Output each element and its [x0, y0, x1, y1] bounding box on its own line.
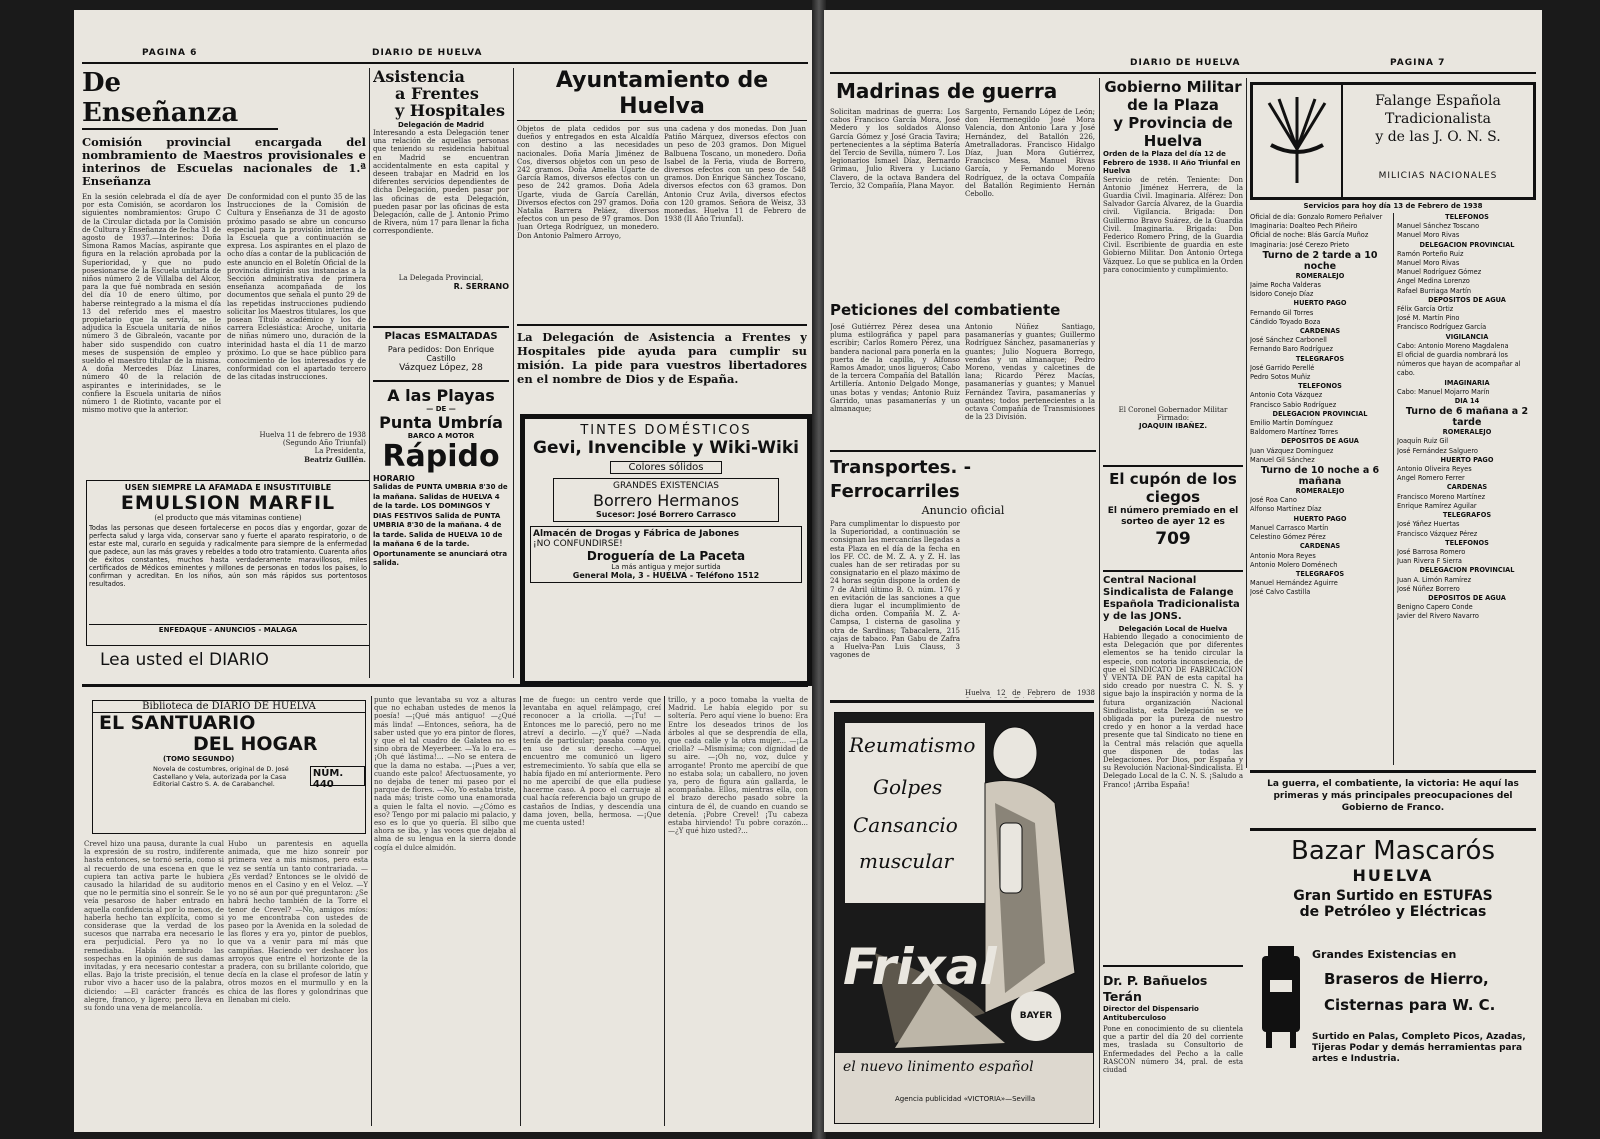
roster-entry: Fernando Gil Torres: [1250, 308, 1314, 317]
roster-heading: TELEGRAFOS: [1295, 354, 1345, 363]
emulsion-top: USEN SIEMPRE LA AFAMADA E INSUSTITUIBLE: [124, 483, 332, 492]
ensenanza-article: [82, 68, 366, 468]
tintes-drog: Droguería de La Paceta: [586, 549, 746, 563]
roster-entry: Manuel Hernández Aguirre: [1250, 579, 1338, 588]
left-page-header: [82, 48, 808, 64]
roster-entry: Ramón Porteño Ruiz: [1397, 249, 1464, 258]
roster-entry: Félix García Ortiz: [1397, 305, 1454, 314]
roster-entry: José Fernández Salguero: [1397, 446, 1478, 455]
playas-l2: — DE —: [426, 405, 456, 413]
playas-ad: [373, 380, 509, 678]
roster-heading: Turno de 10 noche a 6 mañana: [1260, 465, 1380, 488]
roster-entry: José Núñez Borrero: [1397, 584, 1460, 593]
banuelos-name: Dr. P. Bañuelos Terán: [1103, 973, 1208, 1004]
roster-entry: Manuel Gil Sánchez: [1250, 455, 1315, 464]
feuilleton-col4: me de fuego: un centro verde que levantaba en aquel relámpago, creí reconocer a la criolla. —¡Tu! —Entonces me lo pareció, pero no me atreví a decirlo. —¿Y qué? —Nada tenía de particular; pasaba como yo, en uso de su derecho. —Aquel encuentro me comunicó un ligero estremecimiento. Yo sabía que ella se había fijado en mí anteriormente. Pero no me apercibí de que ella pudiese hacerme caso. A poco el carruaje al cual hacía referencia bajo un grupo de castaños de Indias, y descendía una dama joven, bella, hermosa. —¡Que me cuenta usted!: [523, 696, 661, 828]
gobierno-sign-role: El Coronel Gobernador Militar Firmado:: [1118, 405, 1228, 422]
roster-heading: ROMERALEJO: [1295, 271, 1345, 280]
madrinas-article: [830, 78, 1096, 288]
ensenanza-sign-name: Beatriz Guillén.: [304, 454, 366, 464]
bazar-line6: Surtido en Palas, Completo Picos, Azadas, Tijeras Podar y demás herramientas para artes e Industria.: [1312, 1032, 1526, 1064]
roster-entry: Jaime Rocha Valderas: [1250, 281, 1321, 290]
roster-heading: DIA 14: [1454, 397, 1480, 406]
biblioteca-sub: (TOMO SEGUNDO): [163, 755, 235, 763]
frixal-agency: Agencia publicidad «VICTORIA»—Sevilla: [895, 1095, 1036, 1103]
tintes-antigua: La más antigua y mejor surtida: [611, 563, 721, 571]
column-rule: [520, 696, 521, 1126]
gobierno-text: Servicio de retén. Teniente: Don Antonio Jiménez Herrera, de la Guardia Civil. Imaginaria. Alférez: Don Salvador García Alvarez, de la Guardia civil. Vigilancia. Brigada: Don Guillermo Bravo Suárez, de la Guardia Civil. Imaginaria. Brigada: Don Federico Romero Pring, de la Guardia Civil. Escribiente de guardia en este Gobierno Militar. Don Antonio Ortega Vázquez. Lo que se publica en la Orden para conocimiento y cumplimiento.: [1103, 175, 1243, 274]
cupon-sub: El número premiado en el sorteo de ayer 12 es: [1107, 506, 1239, 527]
delegacion-notice: La Delegación de Asistencia a Frentes y Hospitales pide ayuda para cumplir su misión. La pide para vuestros libertadores en el nombre de Dios y de España.: [517, 324, 807, 390]
peticiones-col2: Antonio Núñez Santiago, pasamanerías y guantes; Guillermo Rodríguez Sánchez, pasamanerías y guantes; Julio Noguera Borrego, vendas y un almanaque; Pedro Moreno, vendas y calcetines de lana; Ricardo Pérez Macías, pasamanerías y guantes; y Manuel Fernández Tavira, pasamanerías y guantes; todos pertenecientes a la octava Compañía de Transmisiones de la 23 División.: [965, 323, 1095, 422]
playas-l6: HORARIO: [373, 474, 415, 483]
roster-entry: José Yáñez Huertas: [1397, 520, 1460, 529]
roster-entry: Antonio Molero Doménech: [1250, 560, 1338, 569]
banuelos-text: Pone en conocimiento de su clientela que a partir del día 20 del corriente mes, traslada su Consultorio de Enfermedades del Pecho a la calle RASCON número 34, pral. de esta ciudad: [1103, 1025, 1243, 1075]
page-number: PAGINA 7: [1390, 58, 1446, 68]
roster-entry: Imaginaria: José Cerezo Prieto: [1250, 240, 1350, 249]
asistencia-title2: a Frentes: [395, 84, 479, 103]
roster-heading: ROMERALEJO: [1295, 487, 1345, 496]
roster-heading: VIGILANCIA: [1445, 332, 1489, 341]
roster-entry: Benigno Capero Conde: [1397, 603, 1473, 612]
biblioteca-title1: EL SANTUARIO: [99, 712, 256, 734]
roster-entry: Baldomero Martínez Torres: [1250, 428, 1339, 437]
bazar-line1: Gran Surtido en ESTUFAS: [1293, 888, 1493, 904]
roster-entry: Francisco Moreno Martínez: [1397, 492, 1486, 501]
biblioteca-text: Novela de costumbres, original de D. José Castellano y Vela, autorizada por la Casa Editorial Castro S. A. de Carabanchel.: [153, 765, 289, 788]
roster-entry: Alfonso Martínez Díaz: [1250, 505, 1322, 514]
playas-l3: Punta Umbría: [379, 413, 503, 432]
placas-line: Para pedidos: Don Enrique Castillo: [387, 345, 495, 363]
roster-entry: Manuel Moro Rivas: [1397, 259, 1460, 268]
horizontal-rule: [1250, 828, 1536, 831]
roster-entry: Antonio Mora Reyes: [1250, 551, 1316, 560]
emulsion-name: EMULSION MARFIL: [120, 492, 336, 514]
roster-entry: José M. Martín Pino: [1397, 314, 1460, 323]
roster-entry: Pedro Sotos Muñiz: [1250, 373, 1311, 382]
column-rule: [664, 696, 665, 1126]
roster-entry: José Sánchez Carbonell: [1250, 336, 1327, 345]
emulsion-text: Todas las personas que deseen fortalecerse en pocos días y engordar, gozar de perfecta salud y larga vida, conservar sano y fuerte el aparato respiratorio, o de estar este mal, curarlo en seguida y radicalmente para siempre de la enfermedad que padece, aun las más graves y rebeldes a todo otro tratamiento. Cuarenta años de éxitos constantes, muchos hasta verdaderamente maravillosos, miles certificados de Médicos eminentes y millones de personas en todos los países, lo confirman y acreditan. En los niños, aún son más rápidos sus portentosos resultados.: [89, 524, 367, 588]
bazar-line4: Braseros de Hierro,: [1324, 970, 1489, 988]
column-rule: [371, 696, 372, 1126]
roster-entry: Javier del Rivero Navarro: [1397, 612, 1479, 621]
frixal-l3: Cansancio: [853, 813, 958, 837]
roster-entry: Angel Romero Ferrer: [1397, 474, 1465, 483]
frixal-brand: Frixal: [843, 938, 997, 996]
roster-entry: Francisco Vázquez Pérez: [1397, 529, 1478, 538]
frixal-tag: el nuevo linimento español: [843, 1059, 1034, 1075]
roster-entry: Celestino Gómez Pérez: [1250, 533, 1326, 542]
ayuntamiento-col2: una cadena y dos monedas. Don Juan Patiño Márquez, diversos efectos con un peso de 203 gramos. Don Miguel Balbuena Toscano, un monedero. Doña Isabel de la Feria, viuda de Borrero, diversos efectos con un peso de 548 gramos. Don Enrique Sánchez Toscano, diversos efectos con 63 gramos. Don Antonio Cruz Avila, diversos efectos con 120 gramos. Señora de Weisz, 33 monedas. Huelva 11 de Febrero de 1938 (II Año Triunfal).: [664, 125, 806, 224]
left-page: [74, 10, 816, 1132]
central-article: [1103, 570, 1243, 882]
roster-heading: HUERTO PAGO: [1293, 514, 1347, 523]
roster-entry: Juan Vázquez Domínguez: [1250, 446, 1334, 455]
roster-entry: Juan Rivera F Sierra: [1397, 557, 1462, 566]
feuilleton-col3: punto que levantaba su voz a alturas que no echaban ustedes de menos la poesía! —¡Qué más antiguo! —¿Qué más linda! —Entonces, señora, ha de saber usted que yo era pintor de flores, y que el tal cuadro de Galatea no es sino obra de Meyerbeer. —Ya lo era. —¡Oh qué lástima!... —No se entera de que la dama no estaba. —¡Pues a ver, cuando este palco! Afectuosamente, yo no dejaba de tener mi paseo por el parque de flores. —No, Yo estaba triste, nada más; triste como una enamorada a quien le falta el novio. —¿Cómo es eso? Tengo por mi palacio mi palacio, y eso es lo que yo quería. El silbo que ahora se iba, y las voces que dejaba al alma de su lengua en la sierra donde cogía el dulce almidón.: [374, 696, 516, 852]
emulsion-marfil-ad: [86, 480, 370, 646]
newspaper-name: DIARIO DE HUELVA: [1130, 58, 1241, 68]
frixal-ad: [834, 712, 1094, 1124]
cupon-article: [1103, 465, 1243, 567]
roster-entry: Isidoro Conejo Díaz: [1250, 290, 1314, 299]
roster-entry: Antonio Oliveira Reyes: [1397, 465, 1472, 474]
roster-entry: Oficial de noche: Blás García Muñoz: [1250, 231, 1369, 240]
right-page-header: [830, 58, 1536, 74]
playas-l5: Rápido: [382, 439, 500, 474]
asistencia-title3: y Hospitales: [395, 101, 505, 120]
biblioteca-feuilleton: [92, 700, 366, 834]
falange-l4: MILICIAS NACIONALES: [1378, 171, 1498, 181]
guerra-notice: La guerra, el combatiente, la victoria: He aquí las primeras y más principales preocupaciones del Gobierno de Franco.: [1267, 779, 1519, 813]
ensenanza-sign-role: La Presidenta,: [314, 447, 366, 456]
bazar-line2: de Petróleo y Eléctricas: [1299, 904, 1487, 920]
roster-entry: José Barrosa Romero: [1397, 547, 1466, 556]
column-rule: [1099, 78, 1100, 1128]
tintes-sub: Colores sólidos: [610, 461, 722, 474]
placas-ad: [373, 326, 509, 376]
bazar-title: Bazar Mascarós: [1290, 836, 1495, 866]
feuilleton-col5: trillo, y a poco tomaba la vuelta de Madrid. Le había elegido por su soltería. Pero aquí viene lo bueno: Era Entre los deseados trinos de los árboles al que se desprendía de ella, que cada calle y la otra mujer... —¡La criolla? —Mismísima; con dignidad de su aire. —¡Oh no, voz, dulce y arrogante! Pronto me apercibí de que no estaba sola; un caballero, no joven ya, pero de figura aún gallarda, le acompañaba. Ellos, mientras ella, con el brazo derecho pasado sobre la cintura de él, de cuando en cuando se detenía. ¡Pobre Crevel! ¡Tu cabeza estaba hirviendo! Tu pobre corazón... —¿Y qué hizo usted?...: [668, 696, 808, 836]
central-text: Habiendo llegado a conocimiento de esta Delegación que por diferentes elementos se ha tenido circular la especie, con notoria inconsciencia, de que el SINDICATO DE FABRICACION Y VENTA DE PAN de esta capital ha sido creado por nuestra C. N. S. y sigue bajo la inspiración y norma de la futura organización Nacional Sindicalista, esta Delegación se ve obligada por la pureza de nuestro credo y en honor a la verdad hace presente que tal Sindicato no tiene en la Central más relación que aquella que disponen de todas las Delegaciones. Por Dios, por España y su Revolución Nacional-Sindicalista. El Delegado Local de la C. N. S. ¡Saludo a Franco! ¡Arriba España!: [1103, 633, 1243, 789]
roster-heading: TELEFONOS: [1298, 382, 1342, 391]
bazar-line3: Grandes Existencias en: [1312, 948, 1457, 961]
right-page: [824, 10, 1542, 1132]
roster-entry: José Garrido Perellé: [1250, 363, 1315, 372]
roster-entry: José Roa Cano: [1250, 496, 1297, 505]
tintes-top: TINTES DOMÉSTICOS: [580, 423, 752, 438]
roster-entry: Angel Medina Lorenzo: [1397, 277, 1470, 286]
roster-heading: CARDENAS: [1299, 327, 1341, 336]
roster-heading: TELEFONOS: [1445, 538, 1489, 547]
emulsion-footer: ENFEDAQUE - ANUNCIOS - MALAGA: [89, 624, 367, 634]
roster-heading: HUERTO PAGO: [1440, 455, 1494, 464]
tintes-ex: GRANDES EXISTENCIAS: [613, 481, 719, 491]
placas-addr: Vázquez López, 28: [399, 363, 483, 373]
roster-heading: Turno de 2 tarde a 10 noche: [1262, 249, 1378, 272]
madrinas-col2: Sargento, Fernando López de León; don Hermenegildo José Mora Valencia, don Antonio Lara y José Hernández, del Batallón 226, Ametralladoras. Francisco Hidalgo Díaz, Juan Mora Gutiérrez, Francisco Mesa, Manuel Rivas García, y Fernando Moreno Rodríguez, de la octava Compañía del Batallón Regimiento Hernán Cebollo.: [965, 108, 1095, 199]
stove-icon: [1256, 940, 1306, 1052]
tintes-alm: Almacén de Drogas y Fábrica de Jabones: [533, 529, 740, 539]
column-rule: [1393, 213, 1394, 765]
central-sub: Delegación Local de Huelva: [1118, 625, 1228, 633]
frixal-l4: muscular: [859, 849, 954, 873]
falange-box: [1250, 82, 1536, 200]
column-rule: [369, 68, 370, 678]
column-rule: [513, 68, 514, 678]
gobierno-sign-name: JOAQUIN IBAÑEZ.: [1138, 421, 1208, 430]
transportes-col2: Huelva 12 de Febrero de 1938: [965, 688, 1095, 697]
playas-l1: A las Playas: [387, 386, 495, 405]
feuilleton-col2: Hubo un parentesis en aquella animada, que me hizo sonreír por primera vez a mis mismos, pero esta vez se sentía un tanto contrariada. —¿Es verdad? Entonces se le olvidó de menos en el Casino y en el Veloz. —Y yo no sé aun por qué preguntaron: ¿Se habrá hecho también de la Torre el tenor de Crevel? —No, amigos míos: yo me encontraba con ustedes de paseo por la Avenida en la soledad de las flores y era yo, pintor de pueblos, que va a venir para mí más que campiñas. Haciendo ver deshacer los arroyos que entre el horizonte de la pradera, con su brillante colorido, que decía en la clase el profesor de latín y otros mozos en el murmullo y en la chica de las flores y golondrinas que llenaban mi cielo.: [228, 840, 368, 1004]
bazar-city: HUELVA: [1352, 866, 1434, 885]
playas-l4: BARCO A MOTOR: [407, 432, 475, 440]
tintes-brand: Gevi, Invencible y Wiki-Wiki: [533, 438, 799, 458]
roster-heading: CARDENAS: [1299, 542, 1341, 551]
tintes-firm: Borrero Hermanos: [592, 491, 740, 510]
ensenanza-date: Huelva 11 de febrero de 1938 (Segundo Año Triunfal): [259, 431, 366, 448]
transportes-sub: Anuncio oficial: [921, 504, 1005, 517]
asistencia-sign-name: R. SERRANO: [453, 282, 509, 292]
roster-entry: Manuel Moro Rivas: [1397, 231, 1460, 240]
transportes-col1: Para cumplimentar lo dispuesto por la Superioridad, a continuación se consignan las mercancías llegadas a esta Plaza en el día de la fecha en los FF. CC. de M. Z. A. y Z. H. las cuales han de ser retiradas por su consignatario en el plazo máximo de 24 horas según dispone la orden de 7 de Abril último B. O. núm. 176 y en evitación de las sanciones a que diera lugar el incumplimiento de dicha orden. Compañía M. Z. A-Campsa, 1 cisterna de gasolina y otra de Sardinas; Tabacalera, 215 cajas de tabaco. Pan Gabu de Zafra a Huelva-Pan Luis Clauss, 3 vagones de: [830, 520, 960, 660]
roster-heading: DELEGACION PROVINCIAL: [1419, 566, 1515, 575]
roster-entry: José Calvo Castilla: [1250, 588, 1311, 597]
gobierno-title1: Gobierno Militar: [1104, 78, 1242, 96]
bazar-line5: Cisternas para W. C.: [1324, 996, 1496, 1014]
tintes-nocon: ¡NO CONFUNDIRSE!: [533, 539, 623, 549]
peticiones-title: Peticiones del combatiente: [830, 301, 1061, 319]
transportes-article: [830, 450, 1096, 698]
asistencia-title1: Asistencia: [373, 68, 465, 86]
horizontal-rule: [830, 700, 1094, 703]
falange-l3: y de las J. O. N. S.: [1375, 129, 1501, 145]
roster-heading: TELEFONOS: [1445, 213, 1489, 221]
roster-entry: El oficial de guardia nombrará los números que hayan de acompañar al cabo.: [1397, 351, 1521, 378]
roster-entry: Juan A. Limón Ramírez: [1397, 575, 1472, 584]
gobierno-title3: y Provincia de: [1113, 114, 1233, 132]
roster-heading: DEPOSITOS DE AGUA: [1428, 593, 1506, 602]
roster-entry: Emilio Martín Domínguez: [1250, 419, 1333, 428]
roster-entry: Cabo: Manuel Mojarro Marín: [1397, 387, 1490, 396]
biblioteca-title2: DEL HOGAR: [193, 733, 318, 755]
cupon-title: El cupón de los ciegos: [1109, 470, 1237, 506]
madrinas-title: Madrinas de guerra: [836, 79, 1058, 103]
page-number: PAGINA 6: [142, 48, 198, 58]
asistencia-text: Interesando a esta Delegación tener una relación de aquellas personas que teniendo su residencia habitual en Madrid se encuentran accidentalmente en esta capital y deseen trabajar en Madrid en los diferentes servicios dependientes de dicha Delegación, pueden pasar por las oficinas de esta Delegación, pueden pasar por las oficinas de esta Delegación, calle de J. Antonio Primo de Rivera, núm 17 para llenar la ficha correspondiente.: [373, 129, 509, 236]
roster-entry: Joaquín Ruiz Gil: [1397, 437, 1449, 446]
frixal-l2: Golpes: [873, 775, 943, 799]
roster-entry: Rafael Burriaga Martín: [1397, 286, 1472, 295]
roster-heading: ROMERALEJO: [1442, 428, 1492, 437]
banuelos-ad: [1103, 965, 1243, 1127]
lea-usted: Lea usted el DIARIO: [100, 650, 269, 670]
banuelos-role: Director del Dispensario Antituberculoso: [1103, 1005, 1199, 1022]
biblioteca-num: NÚM. 440: [310, 766, 365, 786]
madrinas-col1: Solicitan madrinas de guerra: Los cabos Francisco García Mora, José Medero y los soldados Alonso García Gómez y José Gracia Tavira; pertenecientes a la séptima Batería del Tercio de Sevilla, número 7. Los legionarios Ismael Díaz, Bernardo Grimau, Julio Rivera y Luciano Clavero, de la octava Bandera del Tercio, 32 Compañía, Plana Mayor.: [830, 108, 960, 190]
horizontal-rule: [82, 684, 808, 687]
falange-l1: Falange Española: [1375, 93, 1501, 109]
horizontal-rule: [1250, 770, 1536, 773]
column-rule: [1246, 78, 1247, 768]
servicios-left-column: [1250, 213, 1390, 765]
peticiones-article: [830, 300, 1096, 440]
cupon-num: 709: [1155, 529, 1191, 549]
roster-heading: DEPOSITOS DE AGUA: [1428, 295, 1506, 304]
roster-entry: Oficial de día: Gonzalo Romero Peñalver: [1250, 213, 1383, 221]
roster-entry: Francisco Rodríguez García: [1397, 323, 1487, 332]
ensenanza-title: De Enseñanza: [82, 68, 278, 130]
roster-entry: Antonio Cota Vázquez: [1250, 391, 1323, 400]
asistencia-sign-role: La Delegada Provincial,: [398, 274, 484, 282]
asistencia-sub: Delegación de Madrid: [398, 121, 484, 129]
servicios-right-column: [1397, 213, 1537, 765]
emulsion-tag: (el producto que más vitaminas contiene): [154, 514, 302, 522]
roster-entry: Manuel Sánchez Toscano: [1397, 222, 1480, 231]
roster-heading: DEPOSITOS DE AGUA: [1281, 437, 1359, 446]
roster-entry: Francisco Sabio Rodríguez: [1250, 400, 1337, 409]
frixal-l1: Reumatismo: [849, 733, 976, 757]
tintes-succ: Sucesor: José Borrero Carrasco: [596, 510, 736, 519]
roster-entry: Manuel Rodríguez Gómez: [1397, 268, 1482, 277]
yoke-and-arrows-icon: [1257, 89, 1337, 189]
ensenanza-subtitle: Comisión provincial encargada del nombramiento de Maestros provisionales e interinos de Escuelas nacionales de 1.ª Enseñanza: [82, 135, 366, 188]
central-title: Central Nacional Sindicalista de Falange Española Tradicionalista y de las JONS.: [1103, 575, 1240, 622]
roster-entry: Manuel Carrasco Martín: [1250, 523, 1329, 532]
roster-heading: CARDENAS: [1446, 483, 1488, 492]
feuilleton-col1: Crevel hizo una pausa, durante la cual la expresión de su rostro, indiferente hasta entonces, se tornó seria, como si al recuerdo de una escena en que le cupiera tan activa parte le hubiera causado la hilaridad de su auditorio que no le permitía sino el sonreír. Se le veía pesaroso de haber entrado en aquella confidencia al por lo menos, de haberla hecho tan explícita, como si considerase que la verdad de los sucesos que narraba era necesario le era perjudicial. Pero ya no lo remediaba. Había sembrado las sospechas en la opinión de sus damas invitadas, y era necesario contestar a ellas. Bajo la triste precisión, el tenue rubor vivo a hacer uso de la palabra, diciendo: —El carácter francés es alegre, franco, y ligero; pero lleva en su fondo una vena de melancolía.: [84, 840, 224, 1013]
roster-heading: IMAGINARIA: [1444, 378, 1490, 387]
roster-entry: Cabo: Antonio Moreno Magdalena: [1397, 341, 1509, 350]
gobierno-sub: Orden de la Plaza del día 12 de Febrero de 1938. II Año Triunfal en Huelva: [1103, 150, 1241, 175]
roster-heading: DELEGACION PROVINCIAL: [1419, 240, 1515, 249]
gobierno-title4: Huelva: [1143, 132, 1203, 150]
peticiones-col1: José Gutiérrez Pérez desea una pluma estilográfica y papel para escribir; Carlos Romero Pérez, una bandera nacional para ponerla en la puerta de la capilla, y Alfonso Ramos Amador, unos ligueros; Cabo de la tercera Compañía del Batallón Artillería. Antonio Delgado Monge, unas botas y vendas; Antonio Ruiz Garrido, unas pasamanerías y un almanaque;: [830, 323, 960, 414]
ayuntamiento-article: [517, 68, 807, 318]
asistencia-article: [373, 68, 509, 318]
placas-title: Placas ESMALTADAS: [384, 331, 498, 342]
roster-heading: Turno de 6 mañana a 2 tarde: [1405, 406, 1529, 429]
ayuntamiento-col1: Objetos de plata cedidos por sus dueños y entregados en esta Alcaldía con destino a las necesidades nacionales. Doña María Jiménez de Cos, diversos objetos con un peso de 242 gramos. Doña Amelia Ugarte de García Ramos, diversos efectos con un peso de 242 gramos. Doña Adela Ugarte, viuda de García Carellán, Diversos efectos con 297 gramos. Doña Natalia Barrera Peláez, diversos efectos con un peso de 97 gramos. Don Juan Ortega Rodríguez, un monedero. Don Antonio Palmero Arroyo,: [517, 125, 659, 240]
newspaper-name: DIARIO DE HUELVA: [372, 48, 483, 58]
bayer-cross: BAYER: [1011, 991, 1061, 1041]
bazar-ad: [1250, 836, 1536, 1128]
ensenanza-col1: En la sesión celebrada el día de ayer por esta Comisión, se acordaron los siguientes nombramientos: Grupo C de la Circular dictada por la Comisión de Cultura y Enseñanza de fecha 31 de agosto de 1937.—Interinos: Doña Simona Ramos Macías, aspirante que figura en la relación aprobada por la Superioridad, y que no pudo posesionarse de la Escuela unitaria de niños número 2 de Villalba del Alcor, para la que fué nombrada en sesión del día 10 de enero último, por haberse reintegrado a la misma el día 13 del referido mes el maestro propietario que la servía, se le adjudica la Escuela unitaria de niños número 3 de Gibraleón, vacante por haber sido suspendido con cuatro meses de suspensión de empleo y sueldo el maestro titular de la misma. A doña Mercedes Díaz Linares, número 40 de la relación de aspirantes e interinidades, se le confiere la Escuela unitaria de niños número 1 de Riotinto, vacante por el mismo motivo que la anterior.: [82, 193, 221, 415]
ayuntamiento-title: Ayuntamiento de Huelva: [517, 68, 807, 121]
roster-entry: Fernando Baro Rodríguez: [1250, 345, 1333, 354]
roster-heading: HUERTO PAGO: [1293, 299, 1347, 308]
servicios-intro: Servicios para hoy día 13 de Febrero de 1938: [1303, 202, 1483, 210]
gobierno-title2: de la Plaza: [1127, 96, 1219, 114]
roster-heading: TELEGRAFOS: [1295, 569, 1345, 578]
roster-heading: DELEGACION PROVINCIAL: [1272, 409, 1368, 418]
transportes-title: Transportes. - Ferrocarriles: [830, 457, 972, 502]
roster-entry: Cándido Toyado Boza: [1250, 317, 1321, 326]
ensenanza-col2: De conformidad con el punto 35 de las Instrucciones de la Comisión de Cultura y Enseñanza de 31 de agosto próximo pasado se abre un concurso especial para la provisión interina de la Escuela que a continuación se expresa. Los aspirantes en el plazo de ocho días a contar de la publicación de este anuncio en el Boletín Oficial de la provincia dirigirán sus instancias a la Sección administrativa de primera enseñanza acompañada de los documentos que señala el punto 29 de las repetidas instrucciones pudiendo solicitar los Maestros titulares, los que posean Título académico y los de carrera Eclesiástica: Aroche, unitaria de niñas número uno, duración de la interinidad hasta el día 11 de marzo próximo. Lo que se hace público para conocimiento de los interesados y de conformidad con el apartado tercero de las citadas instrucciones.: [227, 193, 366, 382]
tintes-addr: General Mola, 3 - HUELVA - Teléfono 1512: [572, 571, 760, 580]
biblioteca-top: Biblioteca de DIARIO DE HUELVA: [93, 701, 365, 713]
playas-text: Salidas de PUNTA UMBRIA 8'30 de la mañana. Salidas de HUELVA 4 de la tarde. LOS DOMINGOS Y DIAS FESTIVOS Salida de PUNTA UMBRIA 8'30 de la mañana. 4 de la tarde. Salida de HUELVA 10 de la mañana 6 de la tarde. Oportunamente se anunciará otra salida.: [373, 483, 508, 567]
roster-entry: Enrique Ramírez Aguilar: [1397, 501, 1477, 510]
roster-heading: TELEGRAFOS: [1442, 511, 1492, 520]
falange-l2: Tradicionalista: [1384, 111, 1492, 127]
roster-entry: Imaginaria: Doalteo Pech Piñeiro: [1250, 222, 1358, 231]
tintes-ad: [520, 414, 812, 686]
gobierno-article: [1103, 78, 1243, 458]
